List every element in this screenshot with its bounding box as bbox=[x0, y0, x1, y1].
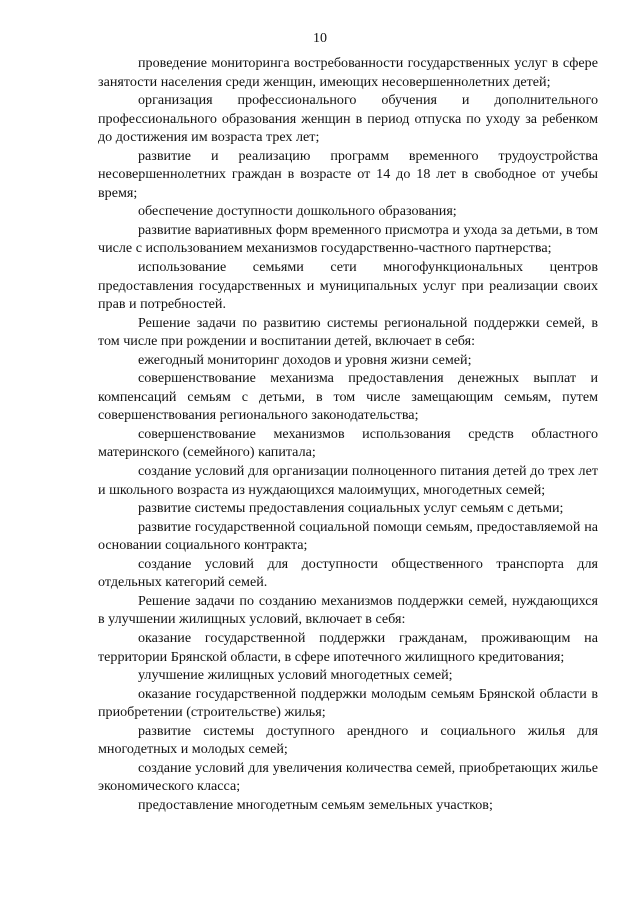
paragraph: использование семьями сети многофункциональных центров предоставления государственных и муниципальных услуг при реализации своих прав и потребностей. bbox=[98, 259, 598, 313]
paragraph: обеспечение доступности дошкольного образования; bbox=[138, 203, 457, 220]
paragraph: развитие вариативных форм временного присмотра и ухода за детьми, в том числе с использованием механизмов государственно-частного партнерства; bbox=[98, 221, 598, 257]
paragraph: Решение задачи по развитию системы региональной поддержки семей, в том числе при рождении и воспитании детей, включает в себя: bbox=[98, 314, 598, 350]
body-text bbox=[98, 54, 598, 814]
paragraph: улучшение жилищных условий многодетных семей; bbox=[138, 667, 453, 684]
paragraph: совершенствование механизма предоставления денежных выплат и компенсаций семьям с детьми, в том числе замещающим семьям, путем совершенствования регионального законодательства; bbox=[98, 370, 598, 424]
paragraph: оказание государственной поддержки молодым семьям Брянской области в приобретении (строительстве) жилья; bbox=[98, 685, 598, 721]
paragraph: Решение задачи по созданию механизмов поддержки семей, нуждающихся в улучшении жилищных условий, включает в себя: bbox=[98, 592, 598, 628]
paragraph: развитие и реализацию программ временного трудоустройства несовершеннолетних граждан в возрасте от 14 до 18 лет в свободное от учебы время; bbox=[98, 147, 598, 201]
paragraph: совершенствование механизмов использования средств областного материнского (семейного) капитала; bbox=[98, 425, 598, 461]
paragraph: ежегодный мониторинг доходов и уровня жизни семей; bbox=[138, 351, 472, 368]
paragraph: предоставление многодетным семьям земельных участков; bbox=[138, 796, 493, 813]
paragraph: оказание государственной поддержки гражданам, проживающим на территории Брянской области, в сфере ипотечного жилищного кредитования; bbox=[98, 629, 598, 665]
paragraph: проведение мониторинга востребованности государственных услуг в сфере занятости населения среди женщин, имеющих несовершеннолетних детей; bbox=[98, 55, 598, 90]
page-number: 10 bbox=[313, 31, 327, 46]
paragraph: создание условий для увеличения количества семей, приобретающих жилье экономического класса; bbox=[98, 759, 598, 795]
paragraph: развитие системы доступного арендного и социального жилья для многодетных и молодых семей; bbox=[98, 722, 598, 758]
paragraph: создание условий для доступности общественного транспорта для отдельных категорий семей. bbox=[98, 555, 598, 591]
paragraph: развитие государственной социальной помощи семьям, предоставляемой на основании социального контракта; bbox=[98, 518, 598, 554]
paragraph: организация профессионального обучения и дополнительного профессионального образования женщин в период отпуска по уходу за ребенком до достижения им возраста трех лет; bbox=[98, 92, 598, 146]
paragraph: развитие системы предоставления социальных услуг семьям с детьми; bbox=[138, 500, 564, 517]
paragraph: создание условий для организации полноценного питания детей до трех лет и школьного возраста из нуждающихся малоимущих, многодетных семей; bbox=[98, 463, 598, 498]
